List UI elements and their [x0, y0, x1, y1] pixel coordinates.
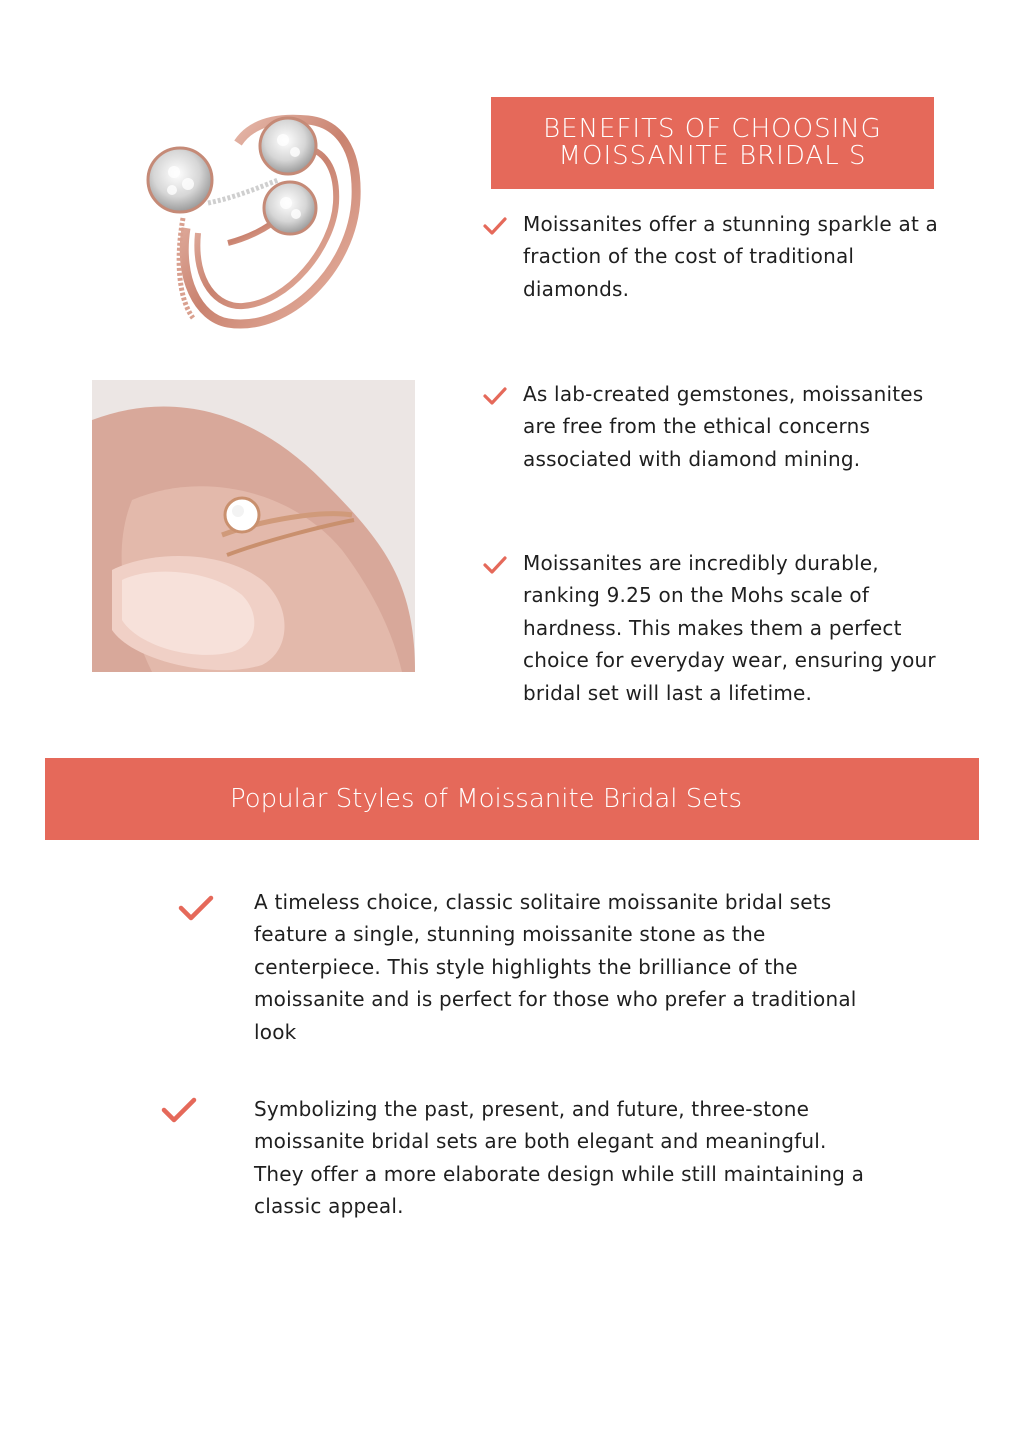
check-icon: [482, 386, 508, 406]
check-icon: [482, 555, 508, 575]
ring-on-hand-photo: [92, 380, 415, 672]
check-icon: [482, 216, 508, 236]
style-item: Symbolizing the past, present, and future, three-stone moissanite bridal sets are both elegant and meaningful. They offer a more elaborate design while still maintaining a classic appeal.: [254, 1097, 865, 1219]
benefit-item: As lab-created gemstones, moissanites are free from the ethical concerns associated with diamond mining.: [523, 382, 924, 471]
benefits-heading-line-2: MOISSANITE BRIDAL S: [558, 141, 867, 171]
benefit-item: Moissanites offer a stunning sparkle at a fraction of the cost of traditional diamonds.: [523, 212, 938, 301]
popular-styles-title: Popular Styles of Moissanite Bridal Sets: [230, 784, 743, 814]
style-item: A timeless choice, classic solitaire moissanite bridal sets feature a single, stunning moissanite stone as the centerpiece. This style highlights the brilliance of the moissanite and is perfect for those who prefer a traditional look: [254, 890, 857, 1044]
benefits-heading: [491, 97, 934, 189]
benefits-heading-line-1: BENEFITS OF CHOOSING: [543, 114, 882, 144]
popular-styles-heading: [45, 758, 979, 840]
benefit-item: Moissanites are incredibly durable, ranking 9.25 on the Mohs scale of hardness. This makes them a perfect choice for everyday wear, ensuring your bridal set will last a lifetime.: [523, 551, 936, 705]
ring-product-image: [138, 108, 373, 338]
check-icon: [177, 893, 215, 923]
check-icon: [160, 1095, 198, 1125]
